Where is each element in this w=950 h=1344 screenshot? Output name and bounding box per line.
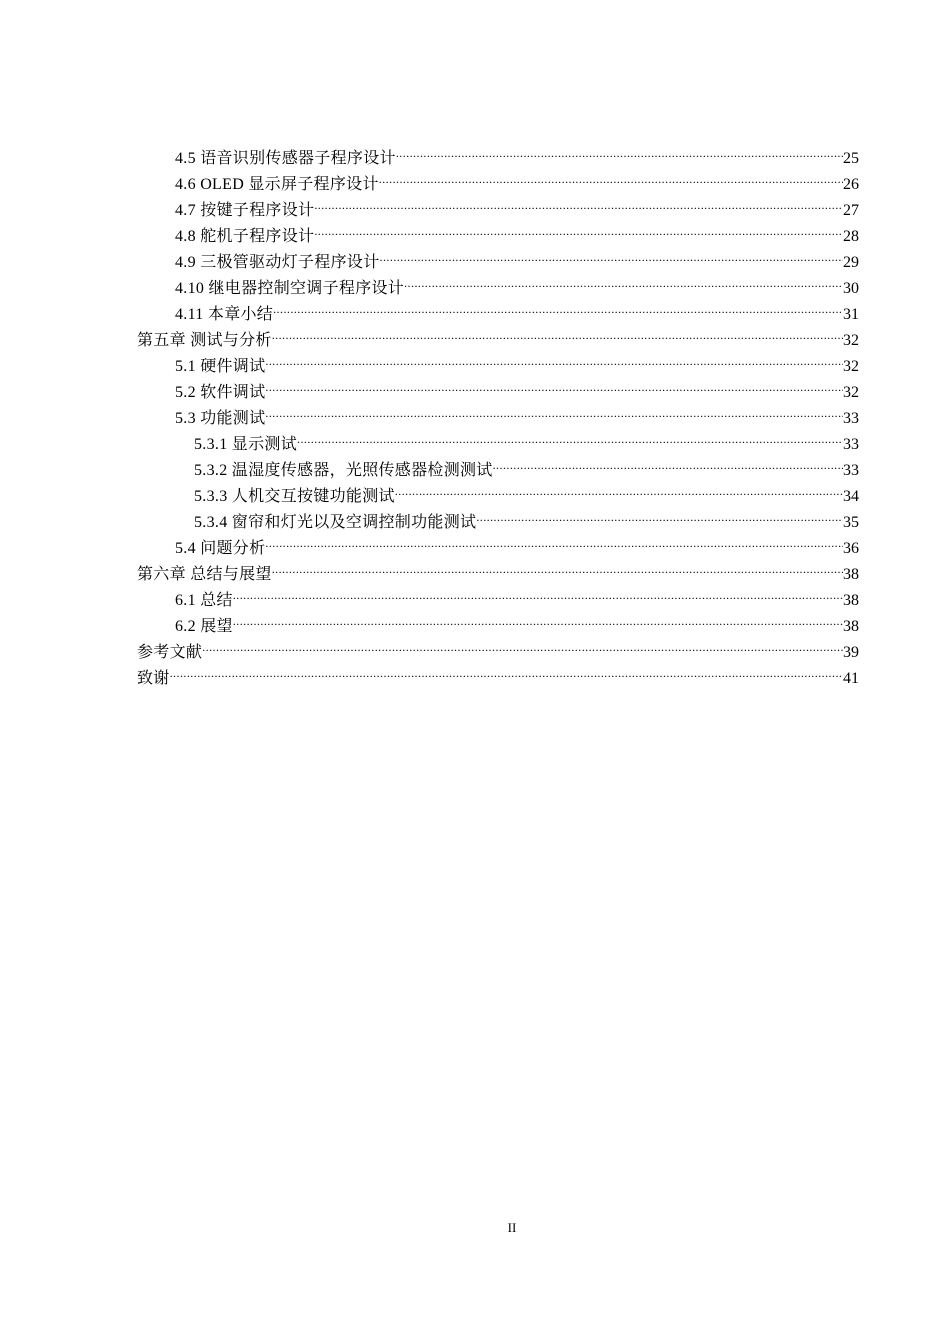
page-number: II — [507, 1220, 517, 1235]
dot-leader — [272, 553, 843, 579]
toc-entry-page: 33 — [843, 410, 859, 427]
dot-leader — [380, 241, 843, 267]
dot-leader — [476, 501, 843, 527]
toc-entry-page: 25 — [843, 150, 859, 167]
dot-leader — [265, 397, 843, 423]
toc-entry-page: 41 — [843, 670, 859, 687]
dot-leader — [233, 605, 843, 631]
toc-entry-title: 4.9 三极管驱动灯子程序设计 — [175, 254, 380, 271]
toc-entry-page: 32 — [843, 384, 859, 401]
toc-entry-title: 4.6 OLED 显示屏子程序设计 — [175, 176, 379, 193]
toc-entry-title: 第五章 测试与分析 — [137, 332, 272, 349]
toc-entry-page: 32 — [843, 358, 859, 375]
toc-entry-6-1[interactable] — [137, 579, 859, 609]
toc-entry-title: 5.3.4 窗帘和灯光以及空调控制功能测试 — [194, 514, 477, 531]
dot-leader — [170, 657, 843, 683]
dot-leader — [379, 163, 843, 189]
dot-leader — [265, 345, 843, 371]
toc-entry-title: 5.3.3 人机交互按键功能测试 — [194, 488, 395, 505]
dot-leader — [395, 475, 843, 501]
toc-entry-page: 33 — [843, 436, 859, 453]
toc-entry-4-5[interactable] — [137, 137, 859, 167]
toc-entry-title: 5.3 功能测试 — [175, 410, 266, 427]
dot-leader — [297, 423, 843, 449]
toc-entry-page: 30 — [843, 280, 859, 297]
dot-leader — [314, 189, 843, 215]
toc-entry-page: 27 — [843, 202, 859, 219]
toc-entry-page: 26 — [843, 176, 859, 193]
dot-leader — [272, 319, 843, 345]
toc-entry-page: 31 — [843, 306, 859, 323]
dot-leader — [314, 215, 843, 241]
toc-entry-page: 35 — [843, 514, 859, 531]
dot-leader — [273, 293, 843, 319]
toc-entry-page: 34 — [843, 488, 859, 505]
toc-entry-title: 6.2 展望 — [175, 618, 233, 635]
toc-entry-page: 28 — [843, 228, 859, 245]
dot-leader — [265, 527, 843, 553]
toc-entry-title: 6.1 总结 — [175, 592, 233, 609]
toc-entry-title: 4.5 语音识别传感器子程序设计 — [175, 150, 396, 167]
dot-leader — [396, 137, 843, 163]
toc-entry-page: 38 — [843, 566, 859, 583]
toc-entry-title: 5.1 硬件调试 — [175, 358, 266, 375]
toc-entry-6-2[interactable] — [137, 605, 859, 635]
dot-leader — [493, 449, 843, 475]
toc-entry-page: 38 — [843, 618, 859, 635]
toc-entry-title: 4.8 舵机子程序设计 — [175, 228, 315, 245]
toc-entry-references[interactable] — [137, 631, 859, 661]
toc-entry-title: 5.3.1 显示测试 — [194, 436, 297, 453]
toc-entry-page: 36 — [843, 540, 859, 557]
dot-leader — [202, 631, 843, 657]
toc-entry-title: 5.3.2 温湿度传感器，光照传感器检测测试 — [194, 462, 493, 479]
toc-entry-title: 5.2 软件调试 — [175, 384, 266, 401]
toc-entry-title: 第六章 总结与展望 — [137, 566, 272, 583]
toc-entry-title: 5.4 问题分析 — [175, 540, 266, 557]
toc-entry-title: 4.11 本章小结 — [175, 306, 274, 323]
toc-entry-title: 4.10 继电器控制空调子程序设计 — [175, 280, 405, 297]
toc-entry-page: 29 — [843, 254, 859, 271]
toc-entry-page: 32 — [843, 332, 859, 349]
toc-entry-acknowledgements[interactable] — [137, 657, 859, 687]
dot-leader — [233, 579, 843, 605]
toc-entry-page: 39 — [843, 644, 859, 661]
toc-entry-page: 33 — [843, 462, 859, 479]
toc-entry-title: 4.7 按键子程序设计 — [175, 202, 315, 219]
toc-entry-title: 致谢 — [137, 670, 170, 687]
toc-entry-title: 参考文献 — [137, 644, 203, 661]
toc-entry-page: 38 — [843, 592, 859, 609]
table-of-contents — [137, 137, 859, 687]
dot-leader — [404, 267, 843, 293]
dot-leader — [265, 371, 843, 397]
